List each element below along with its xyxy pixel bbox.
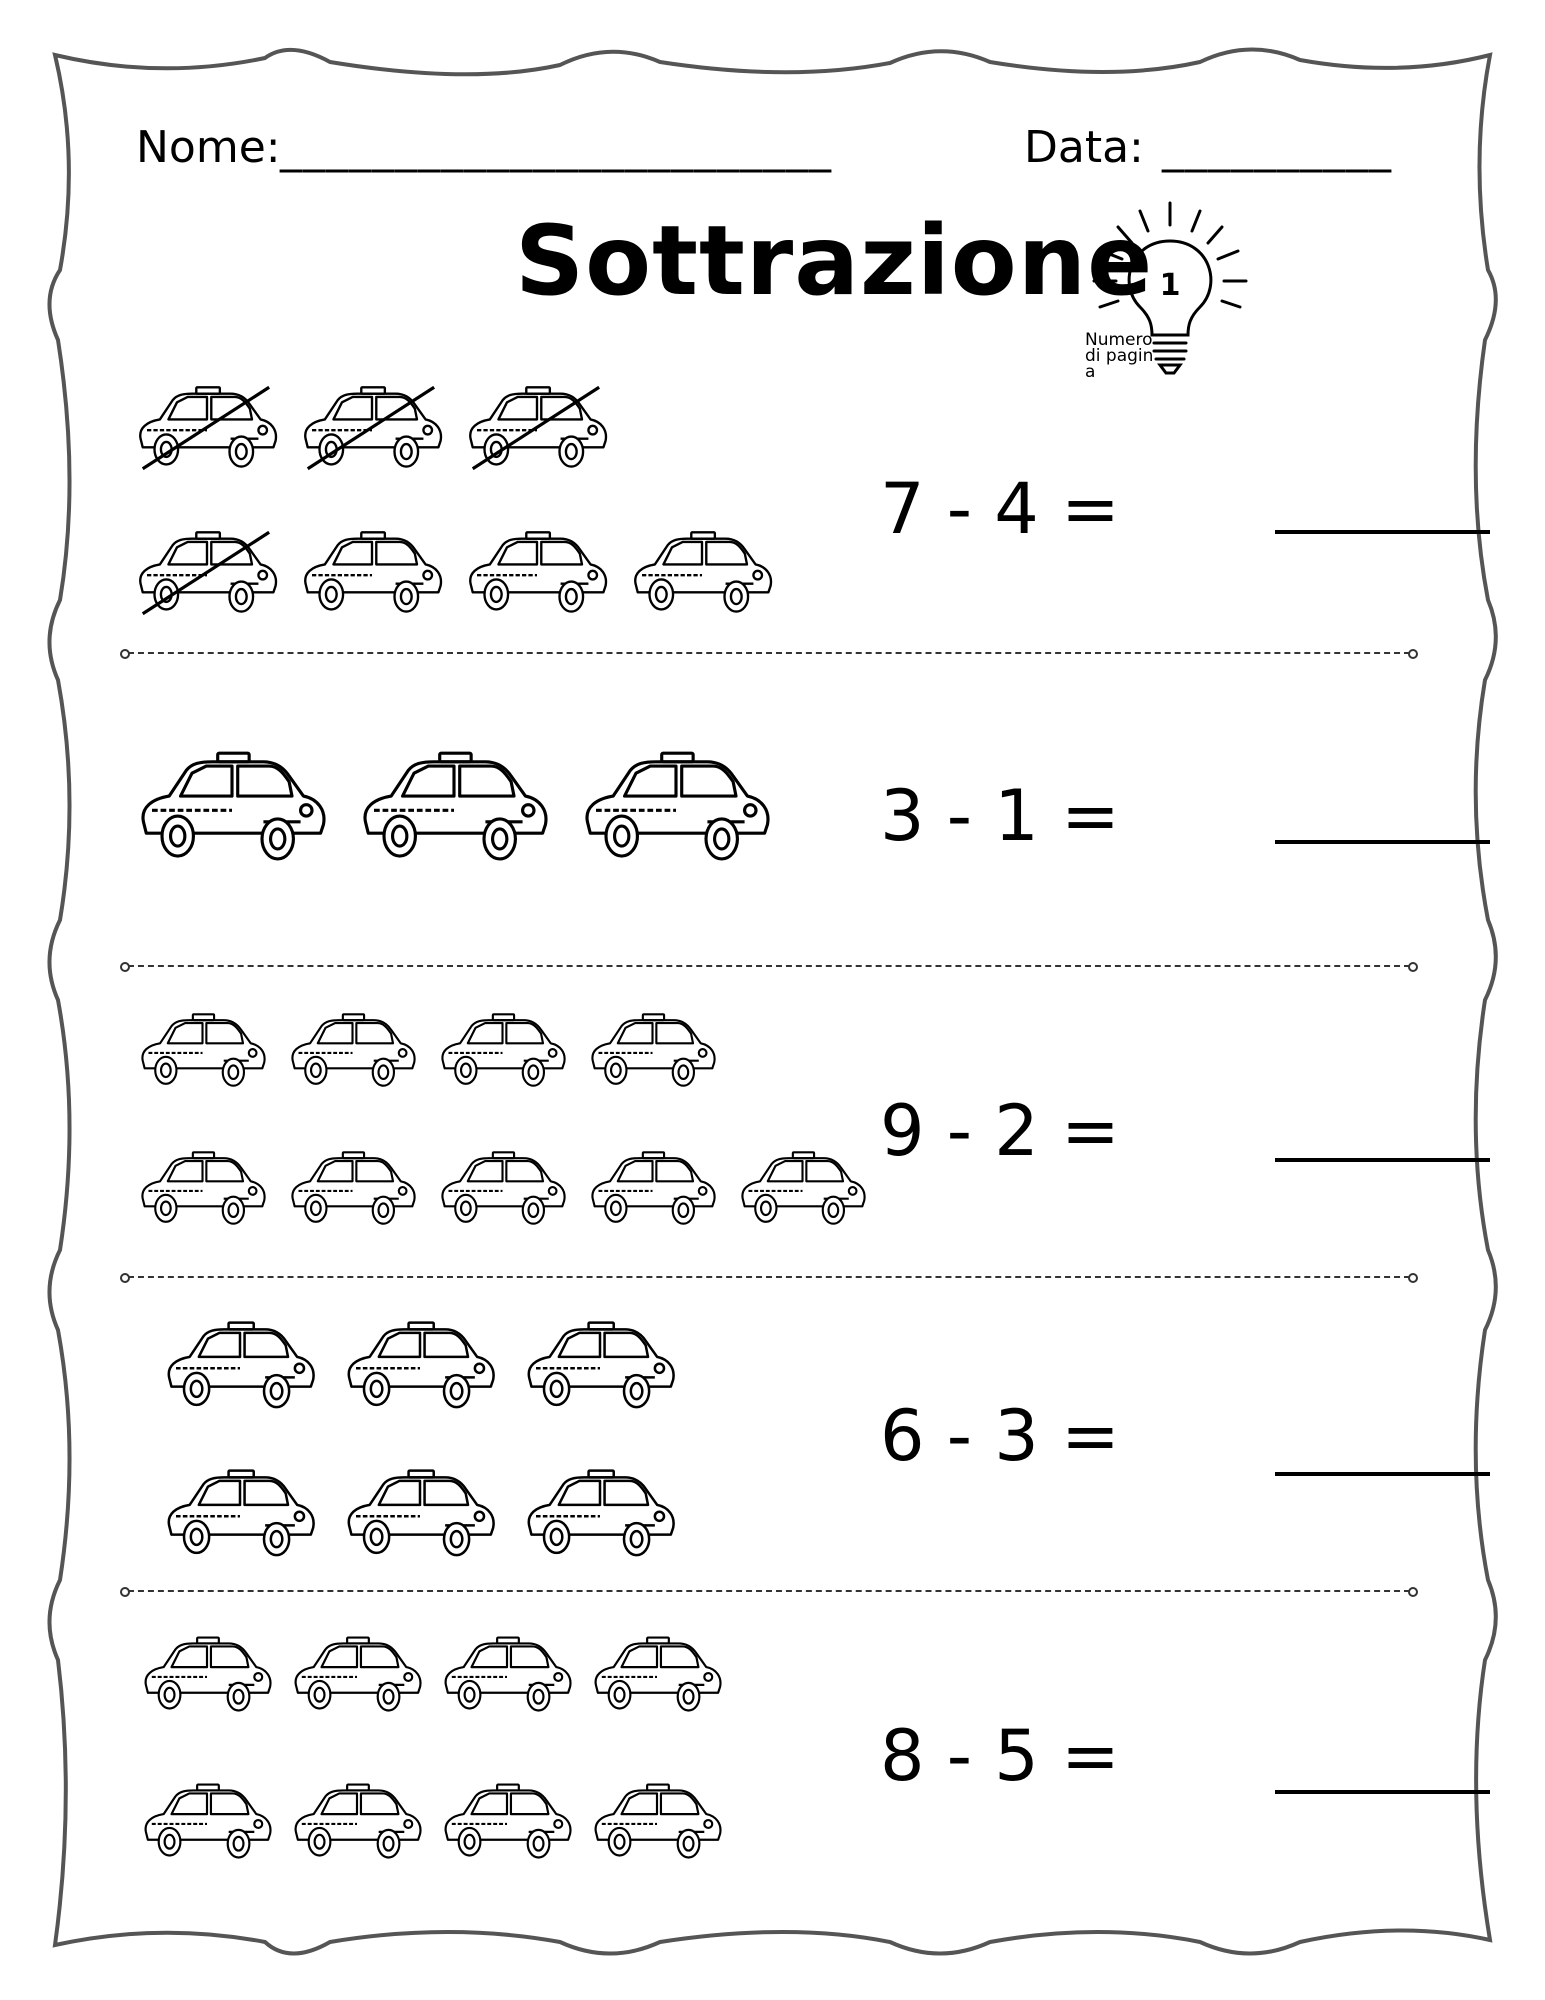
taxi-car-icon (288, 1635, 426, 1719)
taxi-car-icon (520, 1468, 680, 1564)
taxi-car-icon (462, 530, 612, 620)
date-label: Data: (1024, 122, 1144, 173)
taxi-car-icon (340, 1468, 500, 1564)
taxi-car-icon (354, 750, 554, 869)
answer-line[interactable] (1275, 1472, 1490, 1476)
equation: 7 - 4 = (880, 468, 1120, 550)
taxi-car-icon (285, 1012, 420, 1094)
page-number: 1 (1159, 268, 1181, 303)
taxi-car-icon (588, 1635, 726, 1719)
taxi-car-icon (297, 385, 447, 475)
page-title: Sottrazione (515, 205, 1154, 317)
car-group (120, 1620, 880, 1880)
taxi-car-icon (576, 750, 776, 869)
car-group (120, 1300, 880, 1570)
taxi-car-icon (585, 1150, 720, 1232)
answer-line[interactable] (1275, 1158, 1490, 1162)
answer-line[interactable] (1275, 530, 1490, 534)
taxi-car-icon (132, 750, 332, 869)
car-group (120, 370, 880, 630)
taxi-car-icon (520, 1320, 680, 1416)
taxi-car-icon (588, 1782, 726, 1866)
page-number-caption: Numero di pagina (1085, 330, 1154, 382)
section-divider (128, 652, 1410, 654)
problem-section (120, 1300, 1430, 1570)
taxi-car-icon (735, 1150, 870, 1232)
equation: 8 - 5 = (880, 1715, 1120, 1797)
equation: 3 - 1 = (880, 775, 1120, 857)
date-field[interactable]: __________ (1162, 122, 1392, 173)
taxi-car-icon (135, 1012, 270, 1094)
taxi-car-icon (288, 1782, 426, 1866)
name-field[interactable]: ________________________ (280, 122, 832, 173)
taxi-car-icon (462, 385, 612, 475)
taxi-car-icon (138, 1782, 276, 1866)
taxi-car-icon (135, 1150, 270, 1232)
answer-line[interactable] (1275, 840, 1490, 844)
taxi-car-icon (285, 1150, 420, 1232)
taxi-car-icon (438, 1782, 576, 1866)
taxi-car-icon (138, 1635, 276, 1719)
taxi-car-icon (438, 1635, 576, 1719)
taxi-car-icon (132, 385, 282, 475)
car-group (120, 680, 880, 950)
name-label: Nome: (136, 122, 281, 173)
taxi-car-icon (160, 1320, 320, 1416)
section-divider (128, 1590, 1410, 1592)
problem-section (120, 1620, 1430, 1880)
taxi-car-icon (340, 1320, 500, 1416)
taxi-car-icon (435, 1150, 570, 1232)
taxi-car-icon (627, 530, 777, 620)
problem-section (120, 680, 1430, 950)
answer-line[interactable] (1275, 1790, 1490, 1794)
section-divider (128, 1276, 1410, 1278)
taxi-car-icon (435, 1012, 570, 1094)
taxi-car-icon (132, 530, 282, 620)
taxi-car-icon (160, 1468, 320, 1564)
taxi-car-icon (585, 1012, 720, 1094)
equation: 6 - 3 = (880, 1395, 1120, 1477)
section-divider (128, 965, 1410, 967)
equation: 9 - 2 = (880, 1090, 1120, 1172)
taxi-car-icon (297, 530, 447, 620)
problem-section (120, 1000, 1430, 1260)
problem-section (120, 370, 1430, 630)
car-group (120, 1000, 880, 1260)
